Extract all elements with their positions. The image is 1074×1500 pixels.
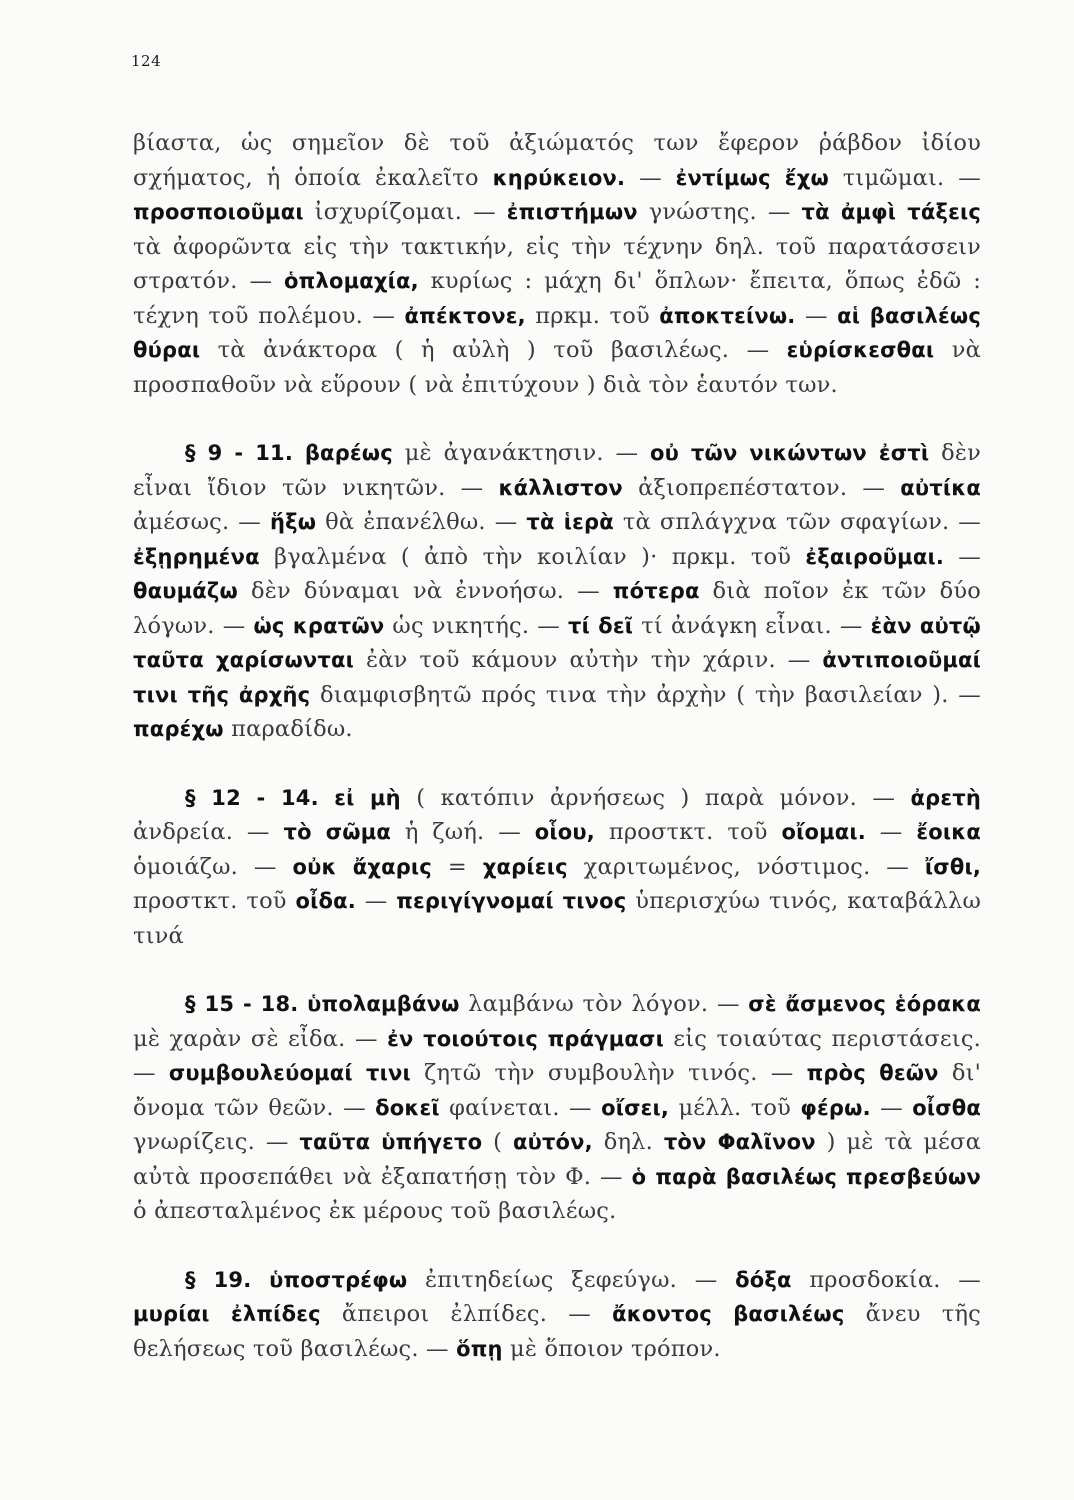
headword: ὅπῃ <box>456 1336 503 1361</box>
headword: ἀπέκτονε, <box>404 303 526 328</box>
gloss-text: χαριτωμένος, νόστιμος. — <box>567 853 925 880</box>
gloss-text: μὲ χαρὰν σὲ εἶδα. — <box>133 1025 388 1052</box>
headword: δόξα <box>735 1267 792 1292</box>
gloss-text: βίαστα, ὡς σημεῖον δὲ τοῦ ἀξιώματός των ἔφερον ῥάβδον ἰδίου σχήματος, ἡ ὁποία ἐκαλεῖτο <box>133 130 981 191</box>
gloss-text: εἰς τοιαύτας περιστάσεις. — <box>133 1025 981 1086</box>
headword: ἐπιστήμων <box>506 200 638 224</box>
gloss-text: ἰσχυρίζομαι. — <box>303 199 507 225</box>
headword: ἐὰν αὐτῷ ταῦτα χαρίσωνται <box>133 613 981 672</box>
headword: ἐξαιροῦμαι. <box>805 544 945 569</box>
gloss-text: ἡ ζωή. — <box>391 819 535 845</box>
headword: ἐξῃρημένα <box>133 544 260 569</box>
headword: περιγίγνομαί τινος <box>396 889 627 913</box>
headword: ὁπλομαχία, <box>284 269 419 293</box>
headword: οἷου, <box>534 820 595 844</box>
headword: ἀρετὴ <box>910 785 982 810</box>
gloss-text: — <box>944 543 981 570</box>
headword: κηρύκειον. <box>492 165 626 190</box>
section-number: § 15 - 18. <box>185 992 299 1016</box>
gloss-text: ( κατόπιν ἀρνήσεως ) παρὰ μόνον. — <box>400 784 911 811</box>
gloss-text: μὲ ἀγανάκτησιν. — <box>392 440 650 466</box>
gloss-text: θὰ ἐπανέλθω. — <box>316 509 527 535</box>
gloss-text: ἀξιοπρεπέστατον. — <box>622 474 901 501</box>
paragraph <box>133 126 981 402</box>
glossary-text <box>133 126 981 1400</box>
headword: ἄκοντος βασιλέως <box>612 1302 845 1326</box>
gloss-text: δι' ὄνομα τῶν θεῶν. — <box>133 1060 981 1121</box>
headword: τὸ σῶμα <box>283 820 392 844</box>
headword: ἔοικα <box>916 820 981 844</box>
headword: θαυμάζω <box>133 579 238 603</box>
headword: πρὸς θεῶν <box>806 1061 939 1085</box>
headword: εὑρίσκεσθαι <box>786 338 935 362</box>
headword: χαρίεις <box>482 854 568 879</box>
headword: οἴομαι. <box>781 820 866 844</box>
headword: αἱ βασιλέως θύραι <box>133 303 982 362</box>
gloss-text: διὰ ποῖον ἐκ τῶν δύο λόγων. — <box>133 578 981 639</box>
gloss-text: ὡς νικητής. — <box>384 612 569 639</box>
headword: μυρίαι ἐλπίδες <box>133 1302 321 1326</box>
page-number: 124 <box>131 52 162 70</box>
headword: οὐκ ἄχαρις <box>292 854 432 879</box>
gloss-text: ἐὰν τοῦ κάμουν αὐτὴν τὴν χάριν. — <box>354 647 823 673</box>
gloss-text: κυρίως : μάχη δι' ὅπλων· ἔπειτα, ὅπως ἐδῶ : τέχνη τοῦ πολέμου. — <box>133 268 981 329</box>
gloss-text: γνώστης. — <box>637 199 802 225</box>
headword: σὲ ἄσμενος ἑόρακα <box>748 992 981 1016</box>
headword: ὡς κρατῶν <box>253 613 385 638</box>
gloss-text: ἄνευ τῆς θελήσεως τοῦ βασιλέως. — <box>133 1301 981 1362</box>
gloss-text: τιμῶμαι. — <box>828 164 981 191</box>
headword: οἴσει, <box>601 1095 670 1120</box>
headword: ἀποκτείνω. <box>659 303 796 328</box>
headword: ἀντιποιοῦμαί τινι τῆς ἀρχῆς <box>133 648 981 707</box>
gloss-text: προσδοκία. — <box>791 1266 981 1293</box>
headword: οἶδα. <box>295 889 356 913</box>
gloss-text: τὰ ἀφορῶντα εἰς τὴν τακτικήν, εἰς τὴν τέχνην δηλ. τοῦ παρατάσσειν στρατόν. — <box>133 233 981 294</box>
gloss-text: ἐπιτηδείως ξεφεύγω. — <box>407 1266 736 1293</box>
headword: ὁ παρὰ βασιλέως πρεσβεύων <box>631 1164 982 1189</box>
gloss-text: διαμφισβητῶ πρός τινα τὴν ἀρχὴν ( τὴν βασιλείαν ). — <box>310 681 981 708</box>
gloss-text: παραδίδω. <box>223 716 353 742</box>
headword: ἐν τοιούτοις πράγμασι <box>387 1026 664 1051</box>
gloss-text: δὲν δύναμαι νὰ ἐννοήσω. — <box>237 578 613 604</box>
headword: ἴσθι, <box>924 854 982 879</box>
section-number: § 12 - 14. <box>185 785 319 810</box>
gloss-text: — <box>625 164 676 191</box>
paragraph <box>133 987 981 1229</box>
paragraph <box>133 781 981 954</box>
gloss-text: ἀνδρεία. — <box>133 819 284 845</box>
gloss-text: δηλ. <box>592 1129 664 1155</box>
headword: τὸν Φαλῖνον <box>663 1130 816 1154</box>
paragraph <box>133 1263 981 1367</box>
gloss-text: μέλλ. τοῦ <box>669 1094 801 1121</box>
gloss-text: βγαλμένα ( ἀπὸ τὴν κοιλίαν )· πρκμ. τοῦ <box>259 543 806 570</box>
headword: τὰ ἱερὰ <box>526 510 614 534</box>
headword: δοκεῖ <box>375 1095 440 1120</box>
gloss-text: πρκμ. τοῦ <box>525 302 660 329</box>
headword: τί δεῖ <box>568 613 634 638</box>
section-number: § 9 - 11. <box>185 441 294 465</box>
gloss-text: ὁμοιάζω. — <box>133 853 293 880</box>
headword: βαρέως <box>304 441 393 465</box>
headword: ἐντίμως ἔχω <box>675 165 829 190</box>
headword: συμβουλεύομαί τινι <box>168 1061 411 1085</box>
headword: εἰ μὴ <box>334 785 401 810</box>
headword: παρέχω <box>133 717 224 741</box>
headword: ἥξω <box>269 510 317 534</box>
section-number: § 19. <box>185 1267 252 1292</box>
gloss-text: — <box>355 888 397 914</box>
gloss-text: νὰ προσπαθοῦν νὰ εὕρουν ( νὰ ἐπιτύχουν ) διὰ τὸν ἑαυτόν των. <box>133 337 981 398</box>
headword: οἶσθα <box>912 1095 982 1120</box>
headword: προσποιοῦμαι <box>133 200 304 224</box>
headword: πότερα <box>612 579 700 603</box>
headword: οὐ τῶν νικώντων ἐστὶ <box>649 441 930 465</box>
gloss-text: δὲν εἶναι ἴδιον τῶν νικητῶν. — <box>133 440 981 501</box>
gloss-text: τί ἀνάγκη εἶναι. — <box>633 612 871 639</box>
headword: αὐτόν, <box>512 1130 593 1154</box>
gloss-text: φαίνεται. — <box>439 1094 602 1121</box>
gloss-text: ὑπερισχύω τινός, καταβάλλω τινά <box>133 888 982 949</box>
gloss-text: — <box>870 1094 913 1121</box>
gloss-text: ζητῶ τὴν συμβουλὴν τινός. — <box>410 1060 807 1086</box>
gloss-text: — <box>795 302 838 329</box>
gloss-text: λαμβάνω τὸν λόγον. — <box>459 991 749 1017</box>
headword: ὑποστρέφω <box>269 1267 408 1292</box>
paragraph <box>133 436 981 747</box>
headword: ταῦτα ὑπήγετο <box>299 1130 483 1154</box>
headword: φέρω. <box>800 1095 871 1120</box>
headword: αὐτίκα <box>900 475 981 500</box>
gloss-text: ) μὲ τὰ μέσα αὐτὰ προσεπάθει νὰ ἐξαπατήσῃ τὸν Φ. — <box>133 1129 981 1190</box>
gloss-text: ἀμέσως. — <box>133 509 270 535</box>
gloss-text: προστκτ. τοῦ <box>594 819 782 845</box>
gloss-text: — <box>865 819 917 845</box>
gloss-text: γνωρίζεις. — <box>133 1129 300 1155</box>
gloss-text: τὰ ἀνάκτορα ( ἡ αὐλὴ ) τοῦ βασιλέως. — <box>200 337 787 363</box>
gloss-text: τὰ σπλάγχνα τῶν σφαγίων. — <box>613 509 981 535</box>
headword: κάλλιστον <box>498 475 623 500</box>
gloss-text: ( <box>482 1129 513 1155</box>
gloss-text: ἄπειροι ἐλπίδες. — <box>320 1301 613 1327</box>
headword: ὑπολαμβάνω <box>307 992 460 1016</box>
gloss-text: ὁ ἀπεσταλμένος ἐκ μέρους τοῦ βασιλέως. <box>133 1198 617 1224</box>
headword: τὰ ἀμφὶ τάξεις <box>801 200 981 224</box>
gloss-text: μὲ ὅποιον τρόπον. <box>502 1335 721 1362</box>
gloss-text: προστκτ. τοῦ <box>133 888 296 914</box>
gloss-text: = <box>431 853 483 880</box>
